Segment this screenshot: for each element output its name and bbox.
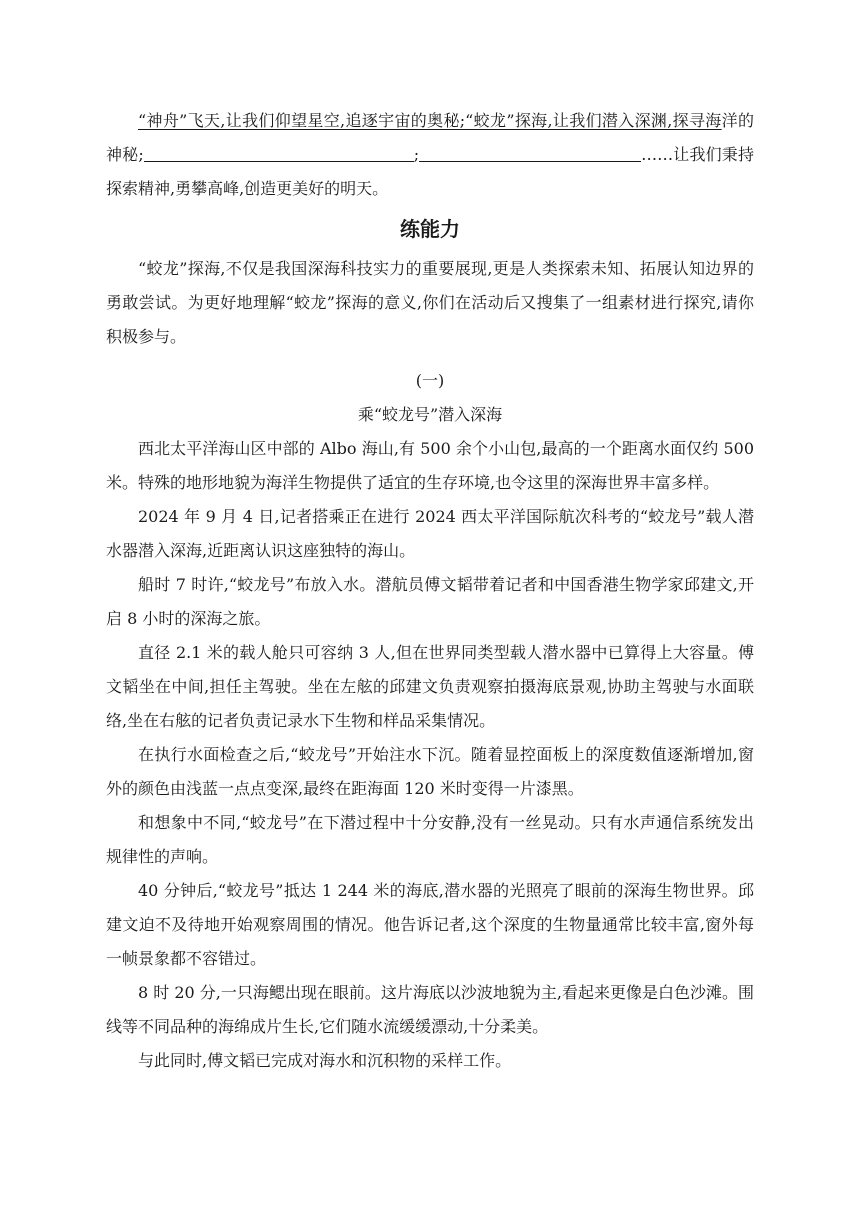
material-paragraph: 与此同时,傅文韬已完成对海水和沉积物的采样工作。 bbox=[138, 1051, 512, 1070]
material-paragraph: 西北太平洋海山区中部的 Albo 海山,有 500 余个小山包,最高的一个距离水面仅约 500 米。特殊的地形地貌为海洋生物提供了适宜的生存环境,也令这里的深海世界丰富多样。 bbox=[106, 439, 754, 492]
material-number: (一) bbox=[415, 371, 445, 390]
material-paragraph: 2024 年 9 月 4 日,记者搭乘正在进行 2024 西太平洋国际航次科考的“蛟龙号”载人潜水器潜入深海,近距离认识这座独特的海山。 bbox=[106, 507, 754, 560]
section-title: 练能力 bbox=[400, 217, 460, 241]
intro-separator: ; bbox=[413, 145, 420, 164]
material-paragraph: 直径 2.1 米的载人舱只可容纳 3 人,但在世界同类型载人潜水器中已算得上大容量。傅文韬坐在中间,担任主驾驶。坐在左舷的邱建文负责观察拍摄海底景观,协助主驾驶与水面联络,坐在右舷的记者负责记录水下生物和样品采集情况。 bbox=[106, 643, 754, 730]
document-page bbox=[106, 104, 754, 1078]
material-paragraph: 40 分钟后,“蛟龙号”抵达 1 244 米的海底,潜水器的光照亮了眼前的深海生物世界。邱建文迫不及待地开始观察周围的情况。他告诉记者,这个深度的生物量通常比较丰富,窗外每一帧景象都不容错过。 bbox=[106, 881, 754, 968]
material-title: 乘“蛟龙号”潜入深海 bbox=[357, 405, 503, 424]
answer-blank-2[interactable] bbox=[419, 143, 641, 162]
intro-line2-prefix: 洋的神秘; bbox=[106, 111, 754, 164]
intro-paragraph bbox=[106, 104, 754, 206]
material-paragraph: 8 时 20 分,一只海鳃出现在眼前。这片海底以沙波地貌为主,看起来更像是白色沙滩。围线等不同品种的海绵成片生长,它们随水流缓缓漂动,十分柔美。 bbox=[106, 983, 754, 1036]
intro-line2-suffix: ……让我 bbox=[641, 145, 706, 164]
task-intro: “蛟龙”探海,不仅是我国深海科技实力的重要展现,更是人类探索未知、拓展认知边界的勇敢尝试。为更好地理解“蛟龙”探海的意义,你们在活动后又搜集了一组素材进行探究,请你积极参与。 bbox=[106, 259, 754, 346]
intro-underlined-line: “神舟”飞天,让我们仰望星空,追逐宇宙的奥秘;“蛟龙”探海,让我们潜入深渊,探寻海 bbox=[138, 111, 722, 130]
material-paragraph: 和想象中不同,“蛟龙号”在下潜过程中十分安静,没有一丝晃动。只有水声通信系统发出规律性的声响。 bbox=[106, 813, 754, 866]
material-paragraph: 在执行水面检查之后,“蛟龙号”开始注水下沉。随着显控面板上的深度数值逐渐增加,窗外的颜色由浅蓝一点点变深,最终在距海面 120 米时变得一片漆黑。 bbox=[106, 745, 754, 798]
answer-blank-1[interactable] bbox=[144, 143, 414, 162]
material-paragraph: 船时 7 时许,“蛟龙号”布放入水。潜航员傅文韬带着记者和中国香港生物学家邱建文,开启 8 小时的深海之旅。 bbox=[106, 575, 754, 628]
intro-line3: 们秉持探索精神,勇攀高峰,创造更美好的明天。 bbox=[106, 145, 754, 198]
